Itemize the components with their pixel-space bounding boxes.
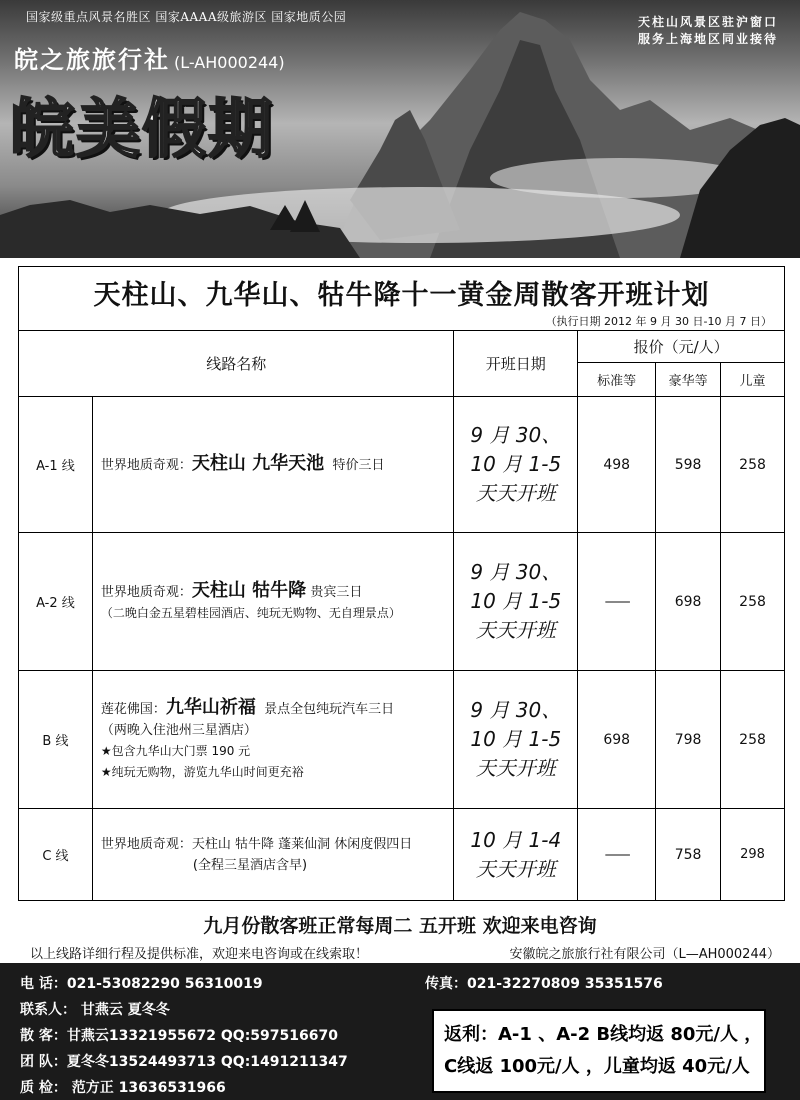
brand-title: 皖美假期 <box>10 93 274 167</box>
routes-table <box>18 330 785 901</box>
rebate-line: 返利：A-1 、A-2 B线均返 80元/人 ， <box>444 1024 763 1045</box>
schedule-dates <box>454 397 578 533</box>
date-line: 9 月 30、 <box>470 698 562 722</box>
table-row <box>19 533 785 671</box>
desc-line: (全程三星酒店含早) <box>192 857 308 873</box>
date-line: 10 月 1-5 <box>470 452 562 476</box>
table-row <box>19 397 785 533</box>
schedule-dates <box>454 533 578 671</box>
title-box <box>18 266 785 330</box>
route-code: B 线 <box>19 671 93 809</box>
desc-line <box>101 580 454 603</box>
group-contact-line: 团 队：夏冬冬13524493713 QQ:1491211347 <box>20 1054 348 1070</box>
price-header: 报价（元/人） <box>578 331 785 363</box>
desc-line: ★纯玩无购物，游览九华山时间更充裕 <box>100 764 304 779</box>
date-line: 10 月 1-4 <box>470 827 562 852</box>
desc-highlight: 天柱山 九华天池 <box>191 453 325 474</box>
date-line: 天天开班 <box>475 481 556 505</box>
route-description <box>92 671 454 809</box>
phone-line: 电 话：021-53082290 56310019 <box>20 976 263 992</box>
rebate-line: C线返 100元/人 ，儿童均返 40元/人 <box>444 1056 750 1077</box>
standard-price: 498 <box>578 397 656 533</box>
deluxe-price: 758 <box>656 809 721 901</box>
child-header: 儿童 <box>721 363 785 397</box>
page-title: 天柱山、九华山、牯牛降十一黄金周散客开班计划 <box>93 280 710 311</box>
agency-name-text: 皖之旅旅行社 <box>14 46 170 74</box>
office-line-2: 服务上海地区同业接待 <box>637 32 778 46</box>
agency-license: (L-AH000244) <box>174 53 285 72</box>
route-header: 线路名称 <box>19 331 454 397</box>
route-code: C 线 <box>19 809 93 901</box>
route-code: A-1 线 <box>19 397 93 533</box>
route-description <box>92 809 454 901</box>
route-description <box>92 397 454 533</box>
desc-line: 世界地质奇观：天柱山 牯牛降 蓬莱仙洞 休闲度假四日 <box>100 836 413 852</box>
office-notice <box>638 14 778 48</box>
date-header: 开班日期 <box>454 331 578 397</box>
desc-line: （二晚白金五星碧桂园酒店、纯玩无购物、无自理景点） <box>100 605 401 620</box>
desc-highlight: 天柱山 牯牛降 <box>191 579 307 601</box>
deluxe-price: 598 <box>656 397 721 533</box>
header-row <box>19 331 785 363</box>
date-line: 9 月 30、 <box>470 560 562 584</box>
schedule-dates <box>454 671 578 809</box>
desc-prefix: 世界地质奇观： <box>100 458 192 473</box>
company-name: 安徽皖之旅旅行社有限公司（L—AH000244） <box>509 947 780 962</box>
rebate-box <box>432 1009 766 1093</box>
schedule-dates <box>454 809 578 901</box>
standard-header: 标准等 <box>578 363 656 397</box>
desc-line: （两晚入住池州三星酒店） <box>100 722 257 738</box>
desc-highlight: 九华山祈福 <box>165 696 256 718</box>
fax-line: 传真：021-32270809 35351576 <box>425 976 663 992</box>
route-code: A-2 线 <box>19 533 93 671</box>
desc-suffix: 特价三日 <box>332 458 385 473</box>
child-price: 258 <box>721 397 785 533</box>
child-price: 258 <box>721 533 785 671</box>
banner <box>0 0 800 258</box>
scenic-designations: 国家级重点风景名胜区 国家AAAA级旅游区 国家地质公园 <box>26 10 347 24</box>
child-price: 298 <box>721 809 785 901</box>
standard-price: 698 <box>578 671 656 809</box>
desc-line <box>101 697 454 720</box>
table-row <box>19 809 785 901</box>
date-line: 10 月 1-5 <box>470 589 562 613</box>
deluxe-price: 798 <box>656 671 721 809</box>
date-line: 10 月 1-5 <box>470 727 562 751</box>
date-line: 天天开班 <box>475 856 556 881</box>
desc-prefix: 世界地质奇观： <box>100 584 192 600</box>
desc-prefix: 莲花佛国： <box>100 701 166 717</box>
desc-suffix: 景点全包纯玩汽车三日 <box>264 701 395 717</box>
date-line: 天天开班 <box>475 756 556 780</box>
desc-suffix: 贵宾三日 <box>310 584 363 600</box>
desc-line: ★包含九华山大门票 190 元 <box>100 743 251 758</box>
deluxe-header: 豪华等 <box>656 363 721 397</box>
weekly-schedule-notice: 九月份散客班正常每周二 五开班 欢迎来电咨询 <box>203 915 597 937</box>
contact-section <box>0 963 800 1100</box>
date-line: 9 月 30、 <box>470 423 562 447</box>
contact-person-line: 联系人： 甘燕云 夏冬冬 <box>20 1002 170 1018</box>
child-price: 258 <box>721 671 785 809</box>
standard-price: —— <box>578 533 656 671</box>
qc-contact-line: 质 检： 范方正 13636531966 <box>20 1080 226 1096</box>
individual-contact-line: 散 客：甘燕云13321955672 QQ:597516670 <box>20 1028 338 1044</box>
execution-date: （执行日期 2012 年 9 月 30 日-10 月 7 日） <box>545 315 772 328</box>
deluxe-price: 698 <box>656 533 721 671</box>
office-line-1: 天柱山风景区驻沪窗口 <box>637 15 778 29</box>
route-description <box>92 533 454 671</box>
itinerary-footnote: 以上线路详细行程及提供标准，欢迎来电咨询或在线索取！ <box>30 947 369 962</box>
standard-price: —— <box>578 809 656 901</box>
agency-name <box>14 40 285 75</box>
table-row <box>19 671 785 809</box>
date-line: 天天开班 <box>475 618 556 642</box>
